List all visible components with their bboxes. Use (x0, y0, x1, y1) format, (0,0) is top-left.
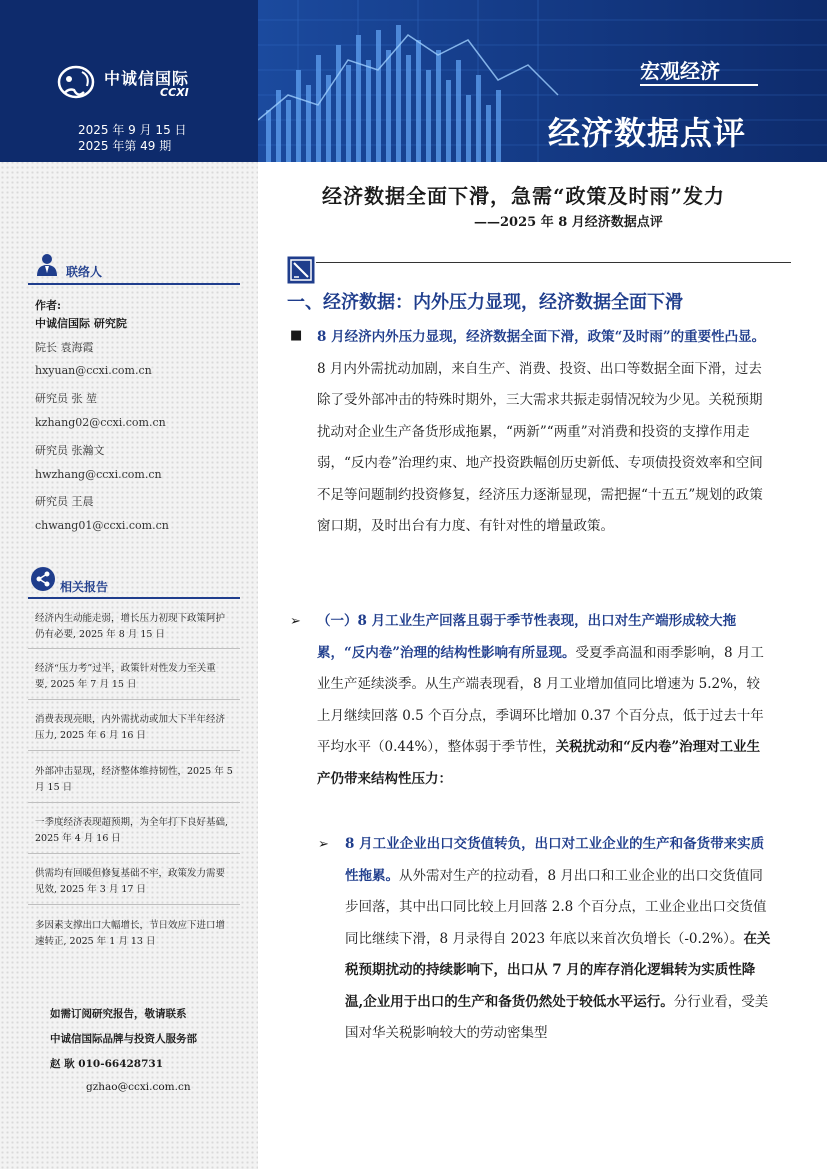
contact-email[interactable]: hwzhang@ccxi.com.cn (35, 468, 162, 481)
related-divider (28, 802, 240, 803)
related-report-item[interactable]: 消费表现亮眼，内外需扰动或加大下半年经济 压力, 2025 年 6 月 16 日 (35, 714, 226, 741)
header-banner (0, 0, 827, 162)
section-icon (287, 256, 315, 284)
contact-role: 研究员 王晨 (35, 495, 94, 508)
report-issue: 2025 年第 49 期 (78, 139, 172, 153)
paragraph-1 (317, 322, 772, 543)
related-report-item[interactable]: 经济“压力考”过半，政策针对性发力至关重 要, 2025 年 7 月 15 日 (35, 663, 216, 690)
share-network-icon (30, 566, 56, 592)
section-heading: 一、经济数据：内外压力显现，经济数据全面下滑 (287, 292, 683, 313)
related-divider (28, 648, 240, 649)
logo-text-en: CCXI (160, 86, 189, 99)
logo-text-cn: 中诚信国际 (104, 69, 190, 88)
report-type: 经济数据点评 (548, 114, 747, 152)
contact-person-icon (34, 251, 60, 277)
related-rule (28, 597, 240, 599)
author-org: 中诚信国际 研究院 (35, 317, 127, 330)
related-report-item[interactable]: 一季度经济表现超预期，为全年打下良好基础, 2025 年 4 月 16 日 (35, 817, 229, 844)
related-divider (28, 750, 240, 751)
subsection-1-body: 受夏季高温和雨季影响，8 月工业生产延续淡季。从生产端表现看，8 月工业增加值同比增速为 5.2%，较上月继续回落 0.5 个百分点，季调环比增加 0.37 个百分点，低于过去十年平均水平（0.44%），整体弱于季节性， (317, 644, 764, 755)
contact-email[interactable]: hxyuan@ccxi.com.cn (35, 364, 152, 377)
contact-role: 研究员 张 堃 (35, 392, 97, 405)
author-label: 作者: (35, 299, 62, 312)
report-date: 2025 年 9 月 15 日 (78, 123, 187, 137)
related-report-item[interactable]: 供需均有回暖但修复基础不牢，政策发力需要 见效, 2025 年 3 月 17 日 (35, 868, 226, 895)
arrow-bullet-icon: ➢ (290, 614, 301, 629)
subsection-2-bold: 在关税预期扰动的持续影响下，出口从 7 月的库存消化逻辑转为实质性降温,企业用于出口的生产和备货仍然处于较低水平运行。 (345, 930, 771, 1010)
contacts-rule (28, 283, 240, 285)
main-title: 经济数据全面下滑，急需“政策及时雨”发力 (322, 184, 726, 208)
subscribe-dept: 中诚信国际品牌与投资人服务部 (50, 1033, 197, 1045)
related-divider (28, 853, 240, 854)
subsection-1-bold: 关税扰动和“反内卷”治理对工业生产仍带来结构性压力： (317, 739, 761, 787)
report-category: 宏观经济 (640, 59, 720, 83)
contacts-heading: 联络人 (66, 265, 103, 279)
subscribe-email[interactable]: gzhao@ccxi.com.cn (86, 1081, 191, 1093)
contact-email[interactable]: chwang01@ccxi.com.cn (35, 519, 169, 532)
contact-role: 研究员 张瀚文 (35, 444, 105, 457)
square-bullet-icon: ■ (290, 328, 303, 343)
subsection-2-highlight: 8 月工业企业出口交货值转负，出口对工业企业的生产和备货带来实质性拖累。 (345, 836, 765, 884)
subsection-1 (317, 606, 772, 795)
section-rule (316, 262, 791, 263)
subsection-1-highlight: （一）8 月工业生产回落且弱于季节性表现，出口对生产端形成较大拖累，“反内卷”治理的结构性影响有所显现。 (317, 613, 737, 661)
subsection-2-body: 从外需对生产的拉动看，8 月出口和工业企业的出口交货值同步回落，其中出口同比较上月回落 2.8 个百分点，工业企业出口交货值同比继续下滑，8 月录得自 2023 年底以来首次负增长（-0.2%）。 (345, 867, 767, 947)
arrow-bullet-icon: ➢ (318, 837, 329, 852)
subsection-2-tail: 分行业看，受美国对华关税影响较大的劳动密集型 (345, 993, 769, 1041)
related-report-item[interactable]: 外部冲击显现，经济整体维持韧性，2025 年 5 月 15 日 (35, 766, 233, 793)
related-report-item[interactable]: 多因素支撑出口大幅增长，节日效应下进口增 速转正, 2025 年 1 月 13 日 (35, 920, 226, 947)
category-underline (640, 84, 758, 86)
related-divider (28, 904, 240, 905)
related-report-item[interactable]: 经济内生动能走弱，增长压力初现下政策阿护 仍有必要, 2025 年 8 月 15 日 (35, 613, 226, 640)
paragraph-1-body: 8 月内外需扰动加剧，来自生产、消费、投资、出口等数据全面下滑，过去除了受外部冲击的特殊时期外，三大需求共振走弱情况较为少见。关税预期扰动对企业生产备货形成拖累，“两新”“两重”对消费和投资的支撑作用走弱，“反内卷”治理约束、地产投资跌幅创历史新低、专项债投资效率和空间不足等问题制约投资修复，经济压力逐渐显现，需把握“十五五”规划的政策窗口期，及时出台有力度、有针对性的增量政策。 (317, 360, 763, 534)
related-divider (28, 699, 240, 700)
subscribe-phone: 赵 耿 010-66428731 (50, 1058, 164, 1070)
related-heading: 相关报告 (60, 580, 109, 594)
paragraph-1-highlight: 8 月经济内外压力显现，经济数据全面下滑，政策“及时雨”的重要性凸显。 (317, 329, 766, 345)
contact-email[interactable]: kzhang02@ccxi.com.cn (35, 416, 166, 429)
sub-title: ——2025 年 8 月经济数据点评 (474, 215, 663, 230)
subscribe-line: 如需订阅研究报告，敬请联系 (50, 1008, 187, 1020)
contact-role: 院长 袁海霞 (35, 341, 94, 354)
subsection-2 (345, 829, 772, 1050)
